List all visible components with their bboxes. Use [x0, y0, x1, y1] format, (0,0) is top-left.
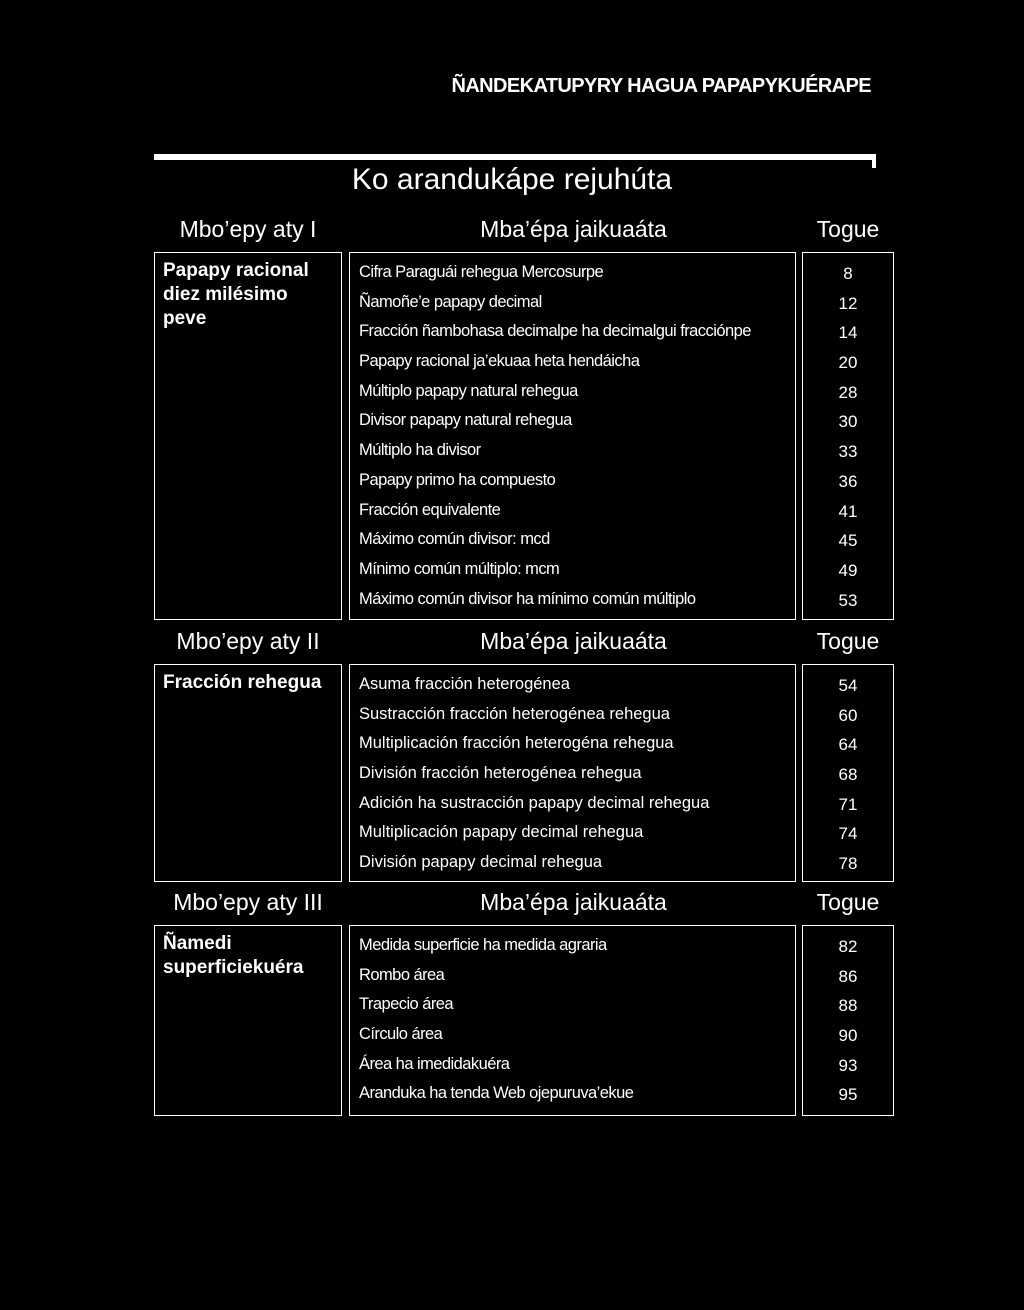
- topic-item[interactable]: Cifra Paraguái rehegua Mercosurpe: [359, 263, 604, 281]
- topic-item[interactable]: Fracción ñambohasa decimalpe ha decimalgui fracciónpe: [359, 322, 751, 341]
- page-label: Togue: [816, 889, 880, 915]
- topic-item[interactable]: Sustracción fracción heterogénea rehegua: [359, 704, 670, 723]
- topic-item[interactable]: Papapy racional ja’ekuaa heta hendáicha: [359, 352, 640, 371]
- page-number[interactable]: 90: [838, 1026, 858, 1046]
- unit-3: [154, 889, 894, 1116]
- topic-item[interactable]: Mínimo común múltiplo: mcm: [359, 559, 560, 578]
- topic-item[interactable]: Fracción equivalente: [359, 500, 501, 519]
- page-list: [802, 664, 894, 882]
- topic-item[interactable]: Divisor papapy natural rehegua: [359, 411, 572, 430]
- page-list: [802, 252, 894, 620]
- topic-item[interactable]: Papapy primo ha compuesto: [359, 470, 556, 489]
- page-number[interactable]: 12: [838, 293, 858, 313]
- topic-item[interactable]: Máximo común divisor: mcd: [359, 530, 550, 549]
- page-number[interactable]: 93: [838, 1055, 858, 1075]
- header-rule: [154, 154, 876, 160]
- unit-label: Mbo’epy aty III: [173, 889, 323, 915]
- unit-name: Fracción rehegua: [154, 664, 342, 882]
- unit-3-header: [154, 889, 894, 925]
- topic-list: [349, 252, 796, 620]
- page-number[interactable]: 78: [838, 854, 858, 874]
- page-number[interactable]: 45: [838, 531, 858, 551]
- page-number[interactable]: 8: [843, 264, 853, 283]
- unit-name: Papapy racional diez milésimo peve: [154, 252, 342, 620]
- topic-item[interactable]: Medida superficie ha medida agraria: [359, 936, 607, 954]
- topic-item[interactable]: Multiplicación fracción heterogéna rehegua: [359, 734, 674, 753]
- page-label: Togue: [816, 216, 880, 242]
- page-number[interactable]: 53: [838, 590, 858, 610]
- topic-item[interactable]: Ñamoñe’e papapy decimal: [359, 292, 542, 311]
- page-number[interactable]: 88: [838, 996, 858, 1016]
- unit-2: [154, 628, 894, 882]
- topic-item[interactable]: Adición ha sustracción papapy decimal rehegua: [359, 793, 710, 812]
- topic-list: [349, 925, 796, 1116]
- unit-2-header: [154, 628, 894, 664]
- page-number[interactable]: 86: [838, 966, 858, 986]
- topic-item[interactable]: Múltiplo papapy natural rehegua: [359, 381, 578, 400]
- page-number[interactable]: 71: [838, 794, 858, 814]
- content-label: Mba’épa jaikuaáta: [480, 216, 667, 242]
- page-number[interactable]: 33: [838, 442, 858, 462]
- page-number[interactable]: 49: [838, 560, 858, 580]
- page-number[interactable]: 30: [838, 412, 858, 432]
- unit-label: Mbo’epy aty I: [179, 216, 317, 242]
- page-number[interactable]: 20: [838, 353, 858, 373]
- page-number[interactable]: 60: [838, 705, 858, 725]
- page-number[interactable]: 28: [838, 382, 858, 402]
- page-number[interactable]: 68: [838, 765, 858, 785]
- topic-item[interactable]: Máximo común divisor ha mínimo común múltiplo: [359, 589, 696, 608]
- page-number[interactable]: 14: [838, 323, 858, 343]
- topic-item[interactable]: Múltiplo ha divisor: [359, 441, 481, 460]
- page-list: [802, 925, 894, 1116]
- page-number[interactable]: 95: [838, 1085, 858, 1105]
- page-number[interactable]: 64: [838, 735, 858, 755]
- topic-item[interactable]: Multiplicación papapy decimal rehegua: [359, 823, 644, 842]
- topic-item[interactable]: Aranduka ha tenda Web ojepuruva’ekue: [359, 1084, 634, 1103]
- topic-item[interactable]: Trapecio área: [359, 995, 454, 1014]
- unit-1: [154, 216, 894, 620]
- page-number[interactable]: 82: [838, 937, 858, 956]
- topic-list: [349, 664, 796, 882]
- unit-label: Mbo’epy aty II: [176, 628, 320, 654]
- toc-title: Ko arandukápe rejuhúta: [351, 163, 673, 196]
- topic-item[interactable]: División fracción heterogénea rehegua: [359, 764, 642, 783]
- topic-item[interactable]: Círculo área: [359, 1025, 443, 1044]
- content-label: Mba’épa jaikuaáta: [480, 628, 667, 654]
- page-number[interactable]: 36: [838, 471, 858, 491]
- unit-1-header: [154, 216, 894, 252]
- topic-item[interactable]: Asuma fracción heterogénea: [359, 675, 570, 693]
- book-title: ÑANDEKATUPYRY HAGUA PAPAPYKUÉRAPE: [451, 75, 871, 97]
- page-number[interactable]: 41: [838, 501, 858, 521]
- page-number[interactable]: 74: [838, 824, 858, 844]
- topic-item[interactable]: Área ha imedidakuéra: [359, 1054, 510, 1073]
- topic-item[interactable]: División papapy decimal rehegua: [359, 853, 603, 872]
- topic-item[interactable]: Rombo área: [359, 965, 445, 984]
- page-number[interactable]: 54: [838, 676, 858, 695]
- content-label: Mba’épa jaikuaáta: [480, 889, 667, 915]
- unit-name: Ñamedi superficiekuéra: [154, 925, 342, 1116]
- page-label: Togue: [816, 628, 880, 654]
